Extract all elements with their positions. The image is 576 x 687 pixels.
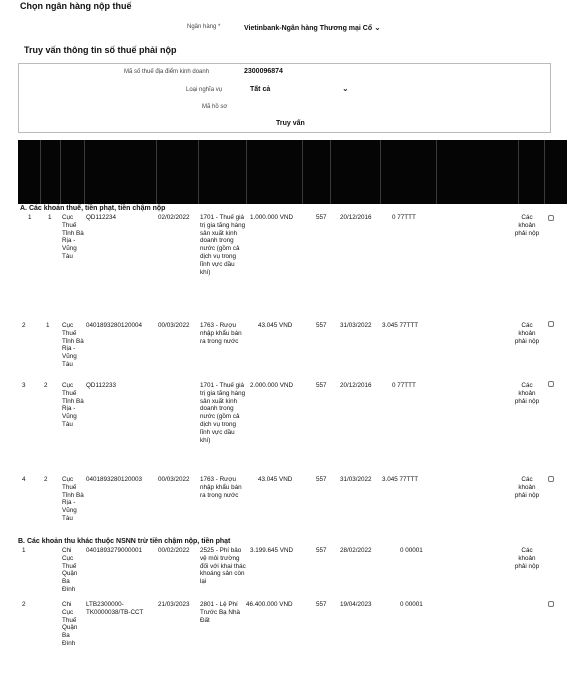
row-a2-amount: 43.045 VND [258,322,293,329]
row-b1-chapter: 557 [316,547,327,554]
row-a1-date: 02/02/2022 [158,214,190,221]
chevron-down-icon: ⌄ [374,23,381,32]
row-a3-amount: 2.000.000 VND [250,382,294,389]
row-a2-ref: 0401893280120004 [86,322,143,329]
row-a1-stt: 1 [28,214,32,221]
row-a4-type: Các khoản phải nộp [514,476,540,499]
row-a4-stt: 4 [22,476,26,483]
row-b2-date: 21/03/2023 [158,601,190,608]
obligation-label: Loại nghĩa vụ [186,87,223,93]
row-a4-sub: 2 [44,476,48,483]
section-b-title: B. Các khoản thu khác thuộc NSNN trừ tiền chậm nộp, tiền phạt [18,538,231,545]
row-a4-checkbox[interactable] [548,476,554,482]
row-a3-content: 1701 - Thuế giá trị gia tăng hàng sản xuất kinh doanh trong nước (gồm cả dịch vụ trong lĩnh vực dầu khí) [200,382,246,444]
results-table-header [18,140,567,204]
page-title: Chọn ngân hàng nộp thuế [20,1,132,11]
obligation-select[interactable] [250,86,350,93]
row-a3-extra: 0 77TTT [392,382,416,389]
row-b1-type: Các khoản phải nộp [514,547,540,570]
row-a3-due: 20/12/2016 [340,382,372,389]
bank-select[interactable] [244,23,381,32]
bank-label-text: Ngân hàng [187,24,217,30]
row-b1-extra: 0 00001 [400,547,423,554]
submit-query-button[interactable]: Truy vấn [276,120,305,127]
row-b2-stt: 2 [22,601,26,608]
row-a1-chapter: 557 [316,214,327,221]
row-b2-ref: LTB2300000-TK0000038/TB-CCT [86,601,144,616]
row-a3-checkbox[interactable] [548,381,554,387]
row-a4-ref: 0401893280120003 [86,476,143,483]
bank-label [187,24,220,30]
row-a2-type: Các khoản phải nộp [514,322,540,345]
row-b2-extra: 0 00001 [400,601,423,608]
row-b1-date: 00/02/2022 [158,547,190,554]
row-a3-chapter: 557 [316,382,327,389]
row-a4-chapter: 557 [316,476,327,483]
row-b2-amount: 46.400.000 VND [246,601,293,608]
row-a2-due: 31/03/2022 [340,322,372,329]
row-b1-due: 28/02/2022 [340,547,372,554]
row-a2-agency: Cục Thuế Tỉnh Bà Rịa - Vũng Tàu [62,322,84,368]
row-b1-stt: 1 [22,547,26,554]
row-a2-chapter: 557 [316,322,327,329]
row-a4-amount: 43.045 VND [258,476,293,483]
row-a4-content: 1763 - Rượu nhập khẩu bán ra trong nước [200,476,242,499]
row-b2-checkbox[interactable] [548,601,554,607]
row-a2-sub: 1 [46,322,50,329]
row-a3-stt: 3 [22,382,26,389]
row-b1-ref: 0401893279000001 [86,547,143,554]
row-a1-content: 1701 - Thuế giá trị gia tăng hàng sản xuất kinh doanh trong nước (gồm cả dịch vụ trong lĩnh vực dầu khí) [200,214,246,276]
row-b2-content: 2801 - Lệ Phí Trước Bạ Nhà Đất [200,601,240,624]
row-a4-agency: Cục Thuế Tỉnh Bà Rịa - Vũng Tàu [62,476,84,522]
tax-code-label: Mã số thuế địa điểm kinh doanh [124,69,210,75]
row-a2-date: 00/03/2022 [158,322,190,329]
row-a3-type: Các khoản phải nộp [514,382,540,405]
row-a1-amount: 1.000.000 VND [250,214,294,221]
row-a2-checkbox[interactable] [548,321,554,327]
section-a-title: A. Các khoản thuế, tiền phạt, tiền chậm nộp [20,205,166,212]
row-a3-agency: Cục Thuế Tỉnh Bà Rịa - Vũng Tàu [62,382,84,428]
row-a2-extra: 3.045 77TTT [382,322,419,329]
row-b1-amount: 3.199.645 VND [250,547,294,554]
profile-input[interactable] [244,103,334,111]
row-b1-content: 2525 - Phí bảo vệ môi trường đối với khai thác khoáng sản còn lại [200,547,246,586]
row-a1-ref: QD112234 [86,214,116,221]
row-a1-agency: Cục Thuế Tỉnh Bà Rịa - Vũng Tàu [62,214,84,260]
row-b2-chapter: 557 [316,601,327,608]
row-a2-stt: 2 [22,322,26,329]
row-a1-extra: 0 77TTT [392,214,416,221]
row-a4-date: 00/03/2022 [158,476,190,483]
chevron-down-icon: ⌄ [342,84,349,93]
row-b2-due: 19/04/2023 [340,601,372,608]
row-a3-sub: 2 [44,382,48,389]
row-a1-checkbox[interactable] [548,215,554,221]
row-b2-agency: Chi Cục Thuế Quận Ba Đình [62,601,78,647]
tax-code-input[interactable]: 2300096874 [244,68,283,75]
query-title: Truy vấn thông tin số thuế phải nộp [24,45,177,55]
row-a4-due: 31/03/2022 [340,476,372,483]
row-a1-sub: 1 [48,214,52,221]
row-a1-type: Các khoản phải nộp [514,214,540,237]
obligation-select-value: Tất cả [250,86,271,93]
row-a1-due: 20/12/2016 [340,214,372,221]
row-a3-ref: QD112233 [86,382,116,389]
bank-select-value: Vietinbank-Ngân hàng Thương mại Cổ [244,25,373,32]
required-mark: * [218,24,221,30]
row-a4-extra: 3.045 77TTT [382,476,419,483]
profile-label: Mã hồ sơ [202,104,228,110]
row-a2-content: 1763 - Rượu nhập khẩu bán ra trong nước [200,322,242,345]
row-b1-agency: Chi Cục Thuế Quận Ba Đình [62,547,78,593]
